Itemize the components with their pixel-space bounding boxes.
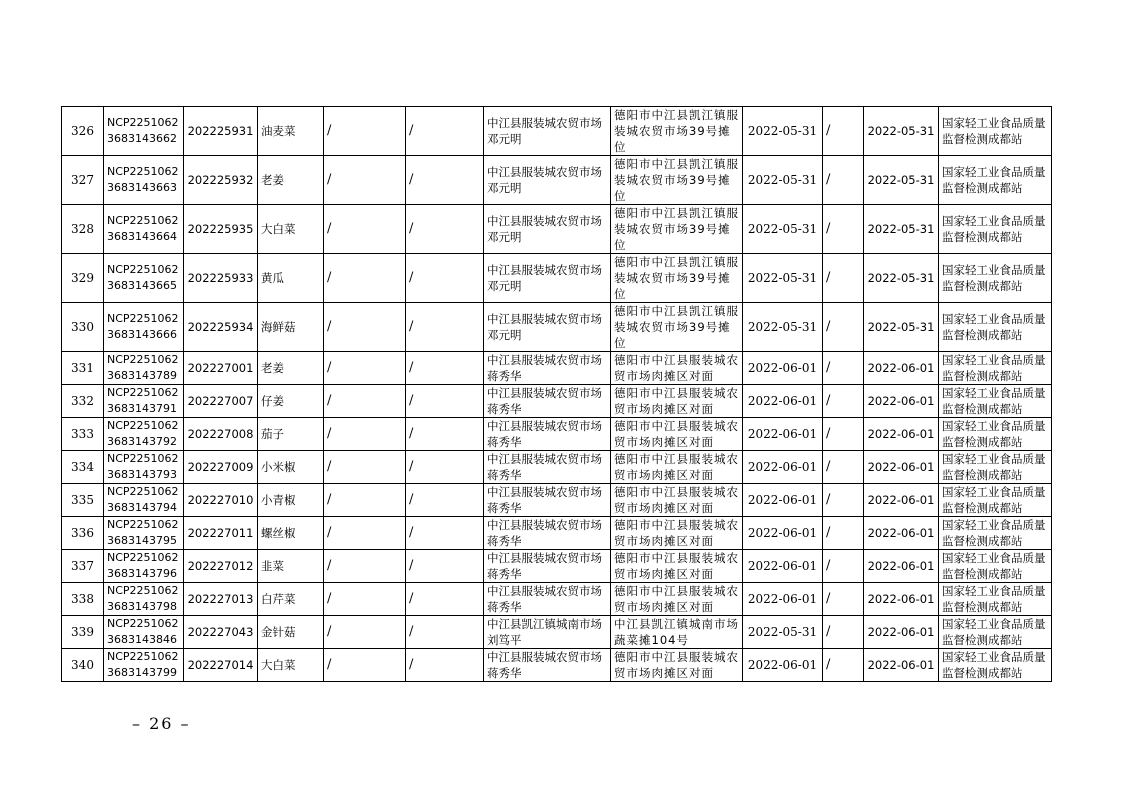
seller-name: 中江县服装城农贸市场邓元明 [484,254,611,303]
purchase-date: 2022-05-31 [743,156,823,205]
sample-code: NCP2251062 3683143791 [104,385,184,418]
testing-institution: 国家轻工业食品质量监督检测成都站 [939,418,1052,451]
testing-institution: 国家轻工业食品质量监督检测成都站 [939,649,1052,682]
sampling-date: 2022-06-01 [864,649,939,682]
batch-number: 202225933 [184,254,258,303]
row-number: 330 [62,303,104,352]
sample-code: NCP2251062 3683143795 [104,517,184,550]
table-row [62,484,1052,517]
table-row [62,418,1052,451]
placeholder-cell: / [823,205,864,254]
sampling-date: 2022-05-31 [864,156,939,205]
table-row [62,385,1052,418]
seller-address: 德阳市中江县凯江镇服装城农贸市场39号摊位 [611,254,743,303]
seller-address: 德阳市中江县服装城农贸市场肉摊区对面 [611,451,743,484]
table-row [62,583,1052,616]
placeholder-cell: / [324,352,406,385]
row-number: 326 [62,107,104,156]
testing-institution: 国家轻工业食品质量监督检测成都站 [939,156,1052,205]
placeholder-cell: / [406,385,484,418]
batch-number: 202227013 [184,583,258,616]
batch-number: 202227008 [184,418,258,451]
placeholder-cell: / [324,107,406,156]
row-number: 334 [62,451,104,484]
sampling-date: 2022-06-01 [864,550,939,583]
purchase-date: 2022-06-01 [743,352,823,385]
placeholder-cell: / [406,583,484,616]
seller-address: 德阳市中江县服装城农贸市场肉摊区对面 [611,418,743,451]
sampling-date: 2022-05-31 [864,107,939,156]
placeholder-cell: / [823,484,864,517]
sampling-date: 2022-06-01 [864,616,939,649]
batch-number: 202225935 [184,205,258,254]
testing-institution: 国家轻工业食品质量监督检测成都站 [939,205,1052,254]
sample-name: 老姜 [258,352,324,385]
batch-number: 202227012 [184,550,258,583]
purchase-date: 2022-05-31 [743,205,823,254]
placeholder-cell: / [406,649,484,682]
row-number: 335 [62,484,104,517]
purchase-date: 2022-06-01 [743,451,823,484]
placeholder-cell: / [823,156,864,205]
placeholder-cell: / [324,156,406,205]
placeholder-cell: / [406,484,484,517]
batch-number: 202227043 [184,616,258,649]
sample-name: 螺丝椒 [258,517,324,550]
table-row [62,517,1052,550]
placeholder-cell: / [406,352,484,385]
sample-code: NCP2251062 3683143663 [104,156,184,205]
testing-institution: 国家轻工业食品质量监督检测成都站 [939,451,1052,484]
table-row [62,205,1052,254]
seller-name: 中江县服装城农贸市场蒋秀华 [484,649,611,682]
table-row [62,451,1052,484]
sampling-date: 2022-06-01 [864,418,939,451]
row-number: 333 [62,418,104,451]
seller-name: 中江县服装城农贸市场蒋秀华 [484,352,611,385]
purchase-date: 2022-06-01 [743,550,823,583]
sample-code: NCP2251062 3683143789 [104,352,184,385]
row-number: 327 [62,156,104,205]
sample-name: 海鲜菇 [258,303,324,352]
seller-name: 中江县服装城农贸市场蒋秀华 [484,418,611,451]
placeholder-cell: / [823,385,864,418]
placeholder-cell: / [324,484,406,517]
sampling-date: 2022-06-01 [864,385,939,418]
purchase-date: 2022-06-01 [743,517,823,550]
testing-institution: 国家轻工业食品质量监督检测成都站 [939,303,1052,352]
purchase-date: 2022-06-01 [743,484,823,517]
table-row [62,616,1052,649]
sample-name: 茄子 [258,418,324,451]
placeholder-cell: / [406,303,484,352]
page-number: – 26 – [132,714,191,733]
testing-institution: 国家轻工业食品质量监督检测成都站 [939,385,1052,418]
sample-name: 韭菜 [258,550,324,583]
seller-address: 德阳市中江县服装城农贸市场肉摊区对面 [611,385,743,418]
seller-address: 中江县凯江镇城南市场蔬菜摊104号 [611,616,743,649]
seller-address: 德阳市中江县服装城农贸市场肉摊区对面 [611,517,743,550]
seller-name: 中江县凯江镇城南市场刘笃平 [484,616,611,649]
seller-name: 中江县服装城农贸市场邓元明 [484,107,611,156]
row-number: 336 [62,517,104,550]
row-number: 339 [62,616,104,649]
seller-address: 德阳市中江县服装城农贸市场肉摊区对面 [611,649,743,682]
purchase-date: 2022-06-01 [743,418,823,451]
table-row [62,254,1052,303]
sampling-date: 2022-06-01 [864,517,939,550]
purchase-date: 2022-06-01 [743,583,823,616]
placeholder-cell: / [823,517,864,550]
sampling-date: 2022-06-01 [864,583,939,616]
batch-number: 202227007 [184,385,258,418]
sample-name: 大白菜 [258,205,324,254]
table-body [62,107,1052,682]
placeholder-cell: / [823,254,864,303]
seller-name: 中江县服装城农贸市场邓元明 [484,156,611,205]
testing-institution: 国家轻工业食品质量监督检测成都站 [939,254,1052,303]
sample-name: 油麦菜 [258,107,324,156]
purchase-date: 2022-05-31 [743,254,823,303]
sample-code: NCP2251062 3683143846 [104,616,184,649]
sampling-date: 2022-06-01 [864,352,939,385]
testing-institution: 国家轻工业食品质量监督检测成都站 [939,517,1052,550]
sample-name: 小青椒 [258,484,324,517]
placeholder-cell: / [823,352,864,385]
seller-name: 中江县服装城农贸市场蒋秀华 [484,550,611,583]
placeholder-cell: / [406,107,484,156]
placeholder-cell: / [324,583,406,616]
placeholder-cell: / [406,205,484,254]
sampling-date: 2022-06-01 [864,451,939,484]
sample-name: 小米椒 [258,451,324,484]
table-row [62,352,1052,385]
batch-number: 202227014 [184,649,258,682]
seller-name: 中江县服装城农贸市场蒋秀华 [484,451,611,484]
placeholder-cell: / [823,107,864,156]
placeholder-cell: / [823,303,864,352]
sample-name: 金针菇 [258,616,324,649]
placeholder-cell: / [324,385,406,418]
placeholder-cell: / [324,517,406,550]
sampling-records-table [61,106,1052,682]
testing-institution: 国家轻工业食品质量监督检测成都站 [939,583,1052,616]
placeholder-cell: / [406,517,484,550]
seller-address: 德阳市中江县凯江镇服装城农贸市场39号摊位 [611,303,743,352]
sample-code: NCP2251062 3683143799 [104,649,184,682]
sampling-date: 2022-05-31 [864,303,939,352]
batch-number: 202225932 [184,156,258,205]
seller-address: 德阳市中江县服装城农贸市场肉摊区对面 [611,352,743,385]
purchase-date: 2022-05-31 [743,616,823,649]
seller-name: 中江县服装城农贸市场蒋秀华 [484,484,611,517]
seller-name: 中江县服装城农贸市场蒋秀华 [484,583,611,616]
row-number: 338 [62,583,104,616]
placeholder-cell: / [324,254,406,303]
placeholder-cell: / [823,616,864,649]
purchase-date: 2022-06-01 [743,649,823,682]
placeholder-cell: / [406,451,484,484]
row-number: 332 [62,385,104,418]
testing-institution: 国家轻工业食品质量监督检测成都站 [939,352,1052,385]
placeholder-cell: / [324,616,406,649]
sample-name: 大白菜 [258,649,324,682]
placeholder-cell: / [324,418,406,451]
testing-institution: 国家轻工业食品质量监督检测成都站 [939,616,1052,649]
placeholder-cell: / [406,418,484,451]
placeholder-cell: / [823,418,864,451]
testing-institution: 国家轻工业食品质量监督检测成都站 [939,550,1052,583]
sample-name: 黄瓜 [258,254,324,303]
placeholder-cell: / [406,550,484,583]
seller-name: 中江县服装城农贸市场蒋秀华 [484,517,611,550]
placeholder-cell: / [324,451,406,484]
placeholder-cell: / [324,649,406,682]
table-row [62,107,1052,156]
row-number: 328 [62,205,104,254]
row-number: 329 [62,254,104,303]
testing-institution: 国家轻工业食品质量监督检测成都站 [939,107,1052,156]
batch-number: 202225934 [184,303,258,352]
seller-address: 德阳市中江县服装城农贸市场肉摊区对面 [611,583,743,616]
table-row [62,303,1052,352]
batch-number: 202227009 [184,451,258,484]
seller-address: 德阳市中江县服装城农贸市场肉摊区对面 [611,484,743,517]
placeholder-cell: / [823,583,864,616]
sampling-date: 2022-05-31 [864,254,939,303]
sample-name: 仔姜 [258,385,324,418]
seller-address: 德阳市中江县凯江镇服装城农贸市场39号摊位 [611,156,743,205]
sampling-date: 2022-06-01 [864,484,939,517]
seller-address: 德阳市中江县服装城农贸市场肉摊区对面 [611,550,743,583]
sample-code: NCP2251062 3683143793 [104,451,184,484]
sample-code: NCP2251062 3683143666 [104,303,184,352]
sample-code: NCP2251062 3683143664 [104,205,184,254]
placeholder-cell: / [823,451,864,484]
placeholder-cell: / [406,254,484,303]
placeholder-cell: / [823,550,864,583]
placeholder-cell: / [324,550,406,583]
table-row [62,156,1052,205]
purchase-date: 2022-05-31 [743,107,823,156]
placeholder-cell: / [324,303,406,352]
batch-number: 202227010 [184,484,258,517]
placeholder-cell: / [406,616,484,649]
seller-name: 中江县服装城农贸市场蒋秀华 [484,385,611,418]
seller-name: 中江县服装城农贸市场邓元明 [484,205,611,254]
seller-name: 中江县服装城农贸市场邓元明 [484,303,611,352]
batch-number: 202225931 [184,107,258,156]
purchase-date: 2022-06-01 [743,385,823,418]
batch-number: 202227001 [184,352,258,385]
row-number: 337 [62,550,104,583]
placeholder-cell: / [406,156,484,205]
placeholder-cell: / [324,205,406,254]
batch-number: 202227011 [184,517,258,550]
testing-institution: 国家轻工业食品质量监督检测成都站 [939,484,1052,517]
row-number: 331 [62,352,104,385]
sample-code: NCP2251062 3683143798 [104,583,184,616]
sample-name: 老姜 [258,156,324,205]
placeholder-cell: / [823,649,864,682]
seller-address: 德阳市中江县凯江镇服装城农贸市场39号摊位 [611,107,743,156]
sample-name: 白芹菜 [258,583,324,616]
sample-code: NCP2251062 3683143794 [104,484,184,517]
row-number: 340 [62,649,104,682]
sample-code: NCP2251062 3683143665 [104,254,184,303]
sample-code: NCP2251062 3683143792 [104,418,184,451]
sampling-date: 2022-05-31 [864,205,939,254]
purchase-date: 2022-05-31 [743,303,823,352]
table-row [62,550,1052,583]
sample-code: NCP2251062 3683143662 [104,107,184,156]
seller-address: 德阳市中江县凯江镇服装城农贸市场39号摊位 [611,205,743,254]
sample-code: NCP2251062 3683143796 [104,550,184,583]
table-row [62,649,1052,682]
